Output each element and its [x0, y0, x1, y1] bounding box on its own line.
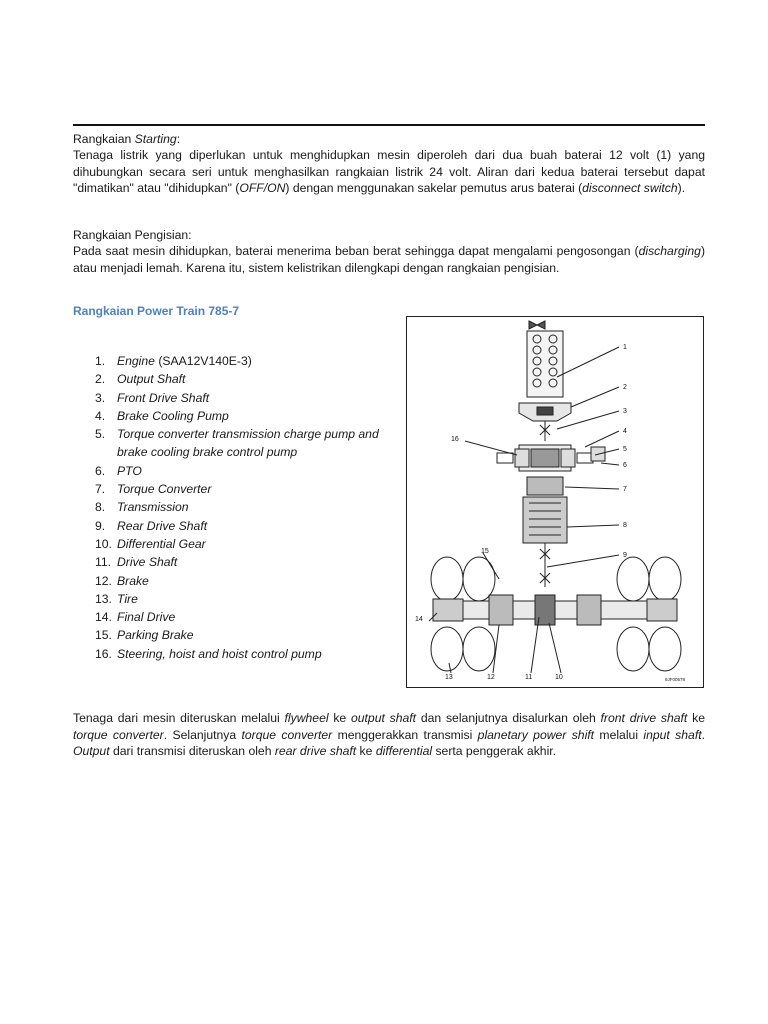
power-train-schematic	[407, 317, 705, 689]
part-number: 7.	[95, 482, 106, 497]
bottom-paragraph: Tenaga dari mesin diteruskan melalui flywheel ke output shaft dan selanjutnya disalurkan oleh front drive shaft ke torque converter. Selanjutnya torque converter menggerakkan transmisi planetary power shift melalui input shaft. Output dari transmisi diteruskan oleh rear drive shaft ke differential serta penggerak akhir.	[73, 711, 705, 758]
callout-16: 16	[451, 436, 459, 443]
part-number: 4.	[95, 408, 106, 423]
part-number: 8.	[95, 500, 106, 515]
part-label: Brake Cooling Pump	[117, 408, 229, 423]
part-number: 9.	[95, 518, 106, 533]
part-number: 15.	[95, 628, 112, 643]
part-label: Brake	[117, 573, 149, 588]
part-item	[95, 480, 379, 498]
part-number: 5.	[95, 427, 106, 442]
part-item	[95, 425, 379, 443]
part-item	[95, 517, 379, 535]
starting-heading: Rangkaian Starting:	[73, 132, 181, 146]
part-item	[95, 407, 379, 425]
part-item	[95, 352, 379, 370]
part-label: Rear Drive Shaft	[117, 518, 208, 533]
figure-code: 9JF00578	[665, 677, 686, 682]
callout-7: 7	[623, 486, 627, 493]
part-label: brake cooling brake control pump	[117, 445, 298, 460]
part-label: Torque converter transmission charge pump and	[117, 427, 379, 442]
part-label: Engine	[117, 354, 155, 368]
part-item	[95, 590, 379, 608]
part-label: Torque Converter	[117, 482, 212, 497]
callout-6: 6	[623, 462, 627, 469]
callout-14: 14	[415, 616, 423, 623]
callout-5: 5	[623, 446, 627, 453]
part-item	[95, 462, 379, 480]
part-number: 12.	[95, 573, 112, 588]
part-item	[95, 572, 379, 590]
callout-1: 1	[623, 344, 627, 351]
section-title: Rangkaian Power Train 785-7	[73, 304, 240, 318]
power-train-diagram	[406, 316, 704, 688]
part-item	[95, 608, 379, 626]
part-label: PTO	[117, 463, 142, 478]
part-item	[95, 389, 379, 407]
callout-9: 9	[623, 552, 627, 559]
part-label: Differential Gear	[117, 536, 206, 551]
part-number: 1.	[95, 354, 106, 368]
charging-heading: Rangkaian Pengisian:	[73, 228, 192, 242]
part-label: Steering, hoist and hoist control pump	[117, 646, 322, 661]
part-number: 11.	[95, 555, 112, 570]
part-number: 6.	[95, 463, 106, 478]
part-label: Transmission	[117, 500, 189, 515]
part-item	[95, 443, 379, 461]
callout-2: 2	[623, 384, 627, 391]
top-rule	[73, 124, 705, 126]
part-label: Front Drive Shaft	[117, 390, 210, 405]
parts-list	[95, 352, 379, 663]
part-item	[95, 553, 379, 571]
part-number: 16.	[95, 646, 112, 661]
callout-10: 10	[555, 674, 563, 681]
charging-paragraph: Pada saat mesin dihidupkan, baterai menerima beban berat sehingga dapat mengalami pengosongan (discharging) atau menjadi lemah. Karena itu, sistem kelistrikan dilengkapi dengan rangkaian pengisian.	[73, 244, 705, 275]
part-item	[95, 370, 379, 388]
starting-paragraph: Tenaga listrik yang diperlukan untuk menghidupkan mesin diperoleh dari dua buah baterai 12 volt (1) yang dihubungkan secara seri untuk menghasilkan rangkaian listrik 24 volt. Aliran dari kedua baterai tersebut dapat "dimatikan" atau "dihidupkan" (OFF/ON) dengan menggunakan sakelar pemutus arus baterai (disconnect switch).	[73, 148, 705, 195]
callout-12: 12	[487, 674, 495, 681]
part-number: 3.	[95, 390, 106, 405]
callout-11: 11	[525, 674, 533, 681]
part-label: Drive Shaft	[117, 555, 178, 570]
part-number: 14.	[95, 610, 112, 625]
callout-4: 4	[623, 428, 627, 435]
callout-3: 3	[623, 408, 627, 415]
part-item	[95, 535, 379, 553]
callout-13: 13	[445, 674, 453, 681]
callout-8: 8	[623, 522, 627, 529]
part-label: Tire	[117, 591, 138, 606]
part-number: 10.	[95, 536, 112, 551]
part-model: (SAA12V140E-3)	[154, 354, 252, 368]
part-number: 13.	[95, 591, 112, 606]
part-label: Output Shaft	[117, 372, 186, 387]
part-label: Parking Brake	[117, 628, 194, 643]
part-item	[95, 626, 379, 644]
part-item	[95, 645, 379, 663]
part-item	[95, 498, 379, 516]
callout-15: 15	[481, 548, 489, 555]
part-number: 2.	[95, 372, 106, 387]
part-label: Final Drive	[117, 610, 176, 625]
